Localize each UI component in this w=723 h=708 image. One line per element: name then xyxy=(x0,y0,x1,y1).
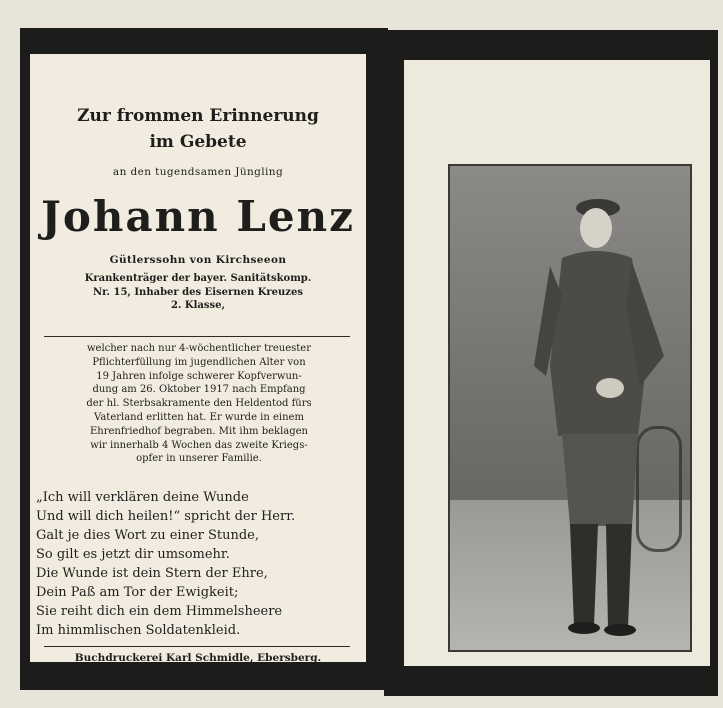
header-line-2: im Gebete xyxy=(149,132,247,152)
body-line: Pflichterfüllung im jugendlichen Alter von xyxy=(92,356,306,368)
memorial-card-photo-panel xyxy=(384,30,718,696)
body-text xyxy=(44,342,354,466)
poem-line: Im himmlischen Soldatenkleid. xyxy=(36,623,241,638)
body-line: 19 Jahren infolge schwerer Kopfverwun- xyxy=(96,370,302,382)
poem-line: Dein Paß am Tor der Ewigkeit; xyxy=(36,585,239,600)
poem-line: „Ich will verklären deine Wunde xyxy=(36,490,249,505)
description-line: Krankenträger der bayer. Sanitätskomp. xyxy=(84,273,312,284)
poem-line: So gilt es jetzt dir umsomehr. xyxy=(36,547,230,562)
body-line: dung am 26. Oktober 1917 nach Empfang xyxy=(92,384,306,396)
body-line: Vaterland erlitten hat. Er wurde in einem xyxy=(94,411,304,423)
divider xyxy=(44,646,350,647)
deceased-name: Johann Lenz xyxy=(41,192,355,241)
divider xyxy=(44,336,350,337)
poem xyxy=(36,488,366,640)
poem-line: Die Wunde ist dein Stern der Ehre, xyxy=(36,566,268,581)
soldier-figure-icon xyxy=(450,166,690,650)
photo-panel-paper xyxy=(404,60,710,666)
memorial-card-text-panel xyxy=(20,28,388,690)
text-panel-paper xyxy=(30,54,366,662)
header-line-1: Zur frommen Erinnerung xyxy=(77,106,319,126)
description-line: 2. Klasse, xyxy=(171,300,225,311)
lineage: Gütlerssohn von Kirchseeon xyxy=(109,254,287,266)
body-line: der hl. Sterbsakramente den Heldentod fürs xyxy=(86,398,312,410)
body-line: welcher nach nur 4-wöchentlicher treuester xyxy=(86,343,312,354)
description xyxy=(40,272,356,313)
soldier-portrait-photo xyxy=(448,164,692,652)
subtitle: an den tugendsamen Jüngling xyxy=(112,166,284,178)
description-line: Nr. 15, Inhaber des Eisernen Kreuzes xyxy=(93,286,303,298)
body-line: Ehrenfriedhof begraben. Mit ihm beklagen xyxy=(89,425,309,437)
printer-credit: Buchdruckerei Karl Schmidle, Ebersberg. xyxy=(74,652,322,664)
body-line: wir innerhalb 4 Wochen das zweite Kriegs- xyxy=(90,439,308,451)
poem-line: Und will dich heilen!“ spricht der Herr. xyxy=(36,509,296,524)
poem-line: Galt je dies Wort zu einer Stunde, xyxy=(36,528,259,543)
body-line: opfer in unserer Familie. xyxy=(136,453,262,465)
poem-line: Sie reiht dich ein dem Himmelsheere xyxy=(36,604,283,619)
